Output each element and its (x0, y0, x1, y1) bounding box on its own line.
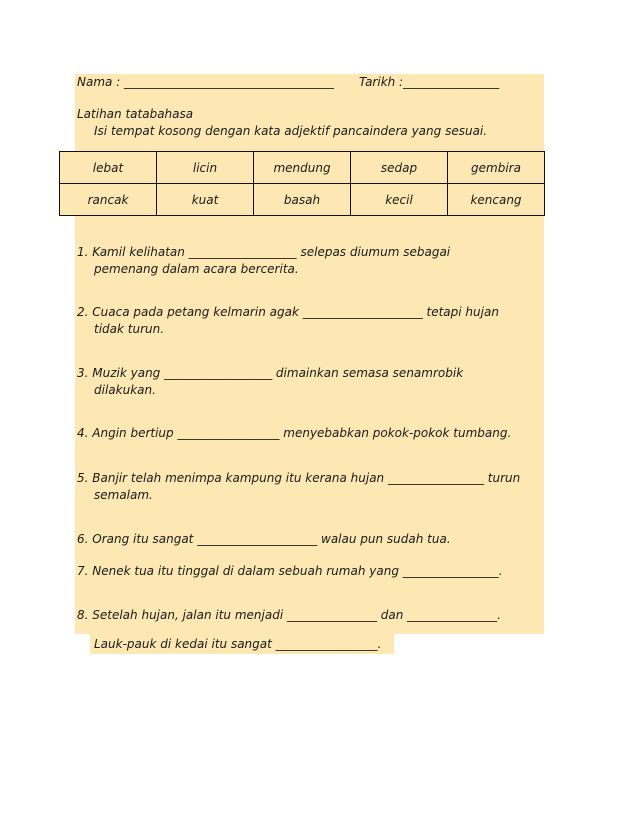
word-bank-cell: kecil (351, 184, 448, 216)
word-bank-cell: kuat (157, 184, 254, 216)
question-1-line-2: pemenang dalam acara bercerita. (94, 262, 299, 276)
question-5-line-2: semalam. (94, 488, 153, 502)
question-6: 6. Orang itu sangat ____________________ walau pun sudah tua. (77, 532, 451, 546)
word-bank-cell: rancak (60, 184, 157, 216)
word-bank-cell: mendung (254, 152, 351, 184)
question-9: Lauk-pauk di kedai itu sangat _________________. (94, 637, 382, 651)
question-7: 7. Nenek tua itu tinggal di dalam sebuah rumah yang ________________. (77, 564, 503, 578)
question-4: 4. Angin bertiup _________________ menyebabkan pokok-pokok tumbang. (77, 426, 512, 440)
word-bank-row (60, 184, 545, 216)
question-8: 8. Setelah hujan, jalan itu menjadi _______________ dan _______________. (77, 608, 501, 622)
word-bank-cell: lebat (60, 152, 157, 184)
question-2-line-1: 2. Cuaca pada petang kelmarin agak ____________________ tetapi hujan (77, 305, 499, 319)
word-bank-row (60, 152, 545, 184)
exercise-instruction: Isi tempat kosong dengan kata adjektif pancaindera yang sesuai. (94, 124, 488, 138)
question-1-line-1: 1. Kamil kelihatan __________________ selepas diumum sebagai (77, 245, 451, 259)
date-field-label: Tarikh :________________ (359, 75, 500, 89)
word-bank-cell: basah (254, 184, 351, 216)
question-2-line-2: tidak turun. (94, 322, 165, 336)
question-5-line-1: 5. Banjir telah menimpa kampung itu kerana hujan ________________ turun (77, 471, 521, 485)
word-bank-cell: gembira (448, 152, 545, 184)
exercise-title: Latihan tatabahasa (77, 107, 194, 121)
word-bank-table (59, 151, 545, 216)
question-3-line-1: 3. Muzik yang __________________ dimainkan semasa senamrobik (77, 366, 464, 380)
name-field-label: Nama : ___________________________________ (77, 75, 335, 89)
word-bank-cell: licin (157, 152, 254, 184)
word-bank-cell: sedap (351, 152, 448, 184)
word-bank-cell: kencang (448, 184, 545, 216)
question-3-line-2: dilakukan. (94, 383, 156, 397)
